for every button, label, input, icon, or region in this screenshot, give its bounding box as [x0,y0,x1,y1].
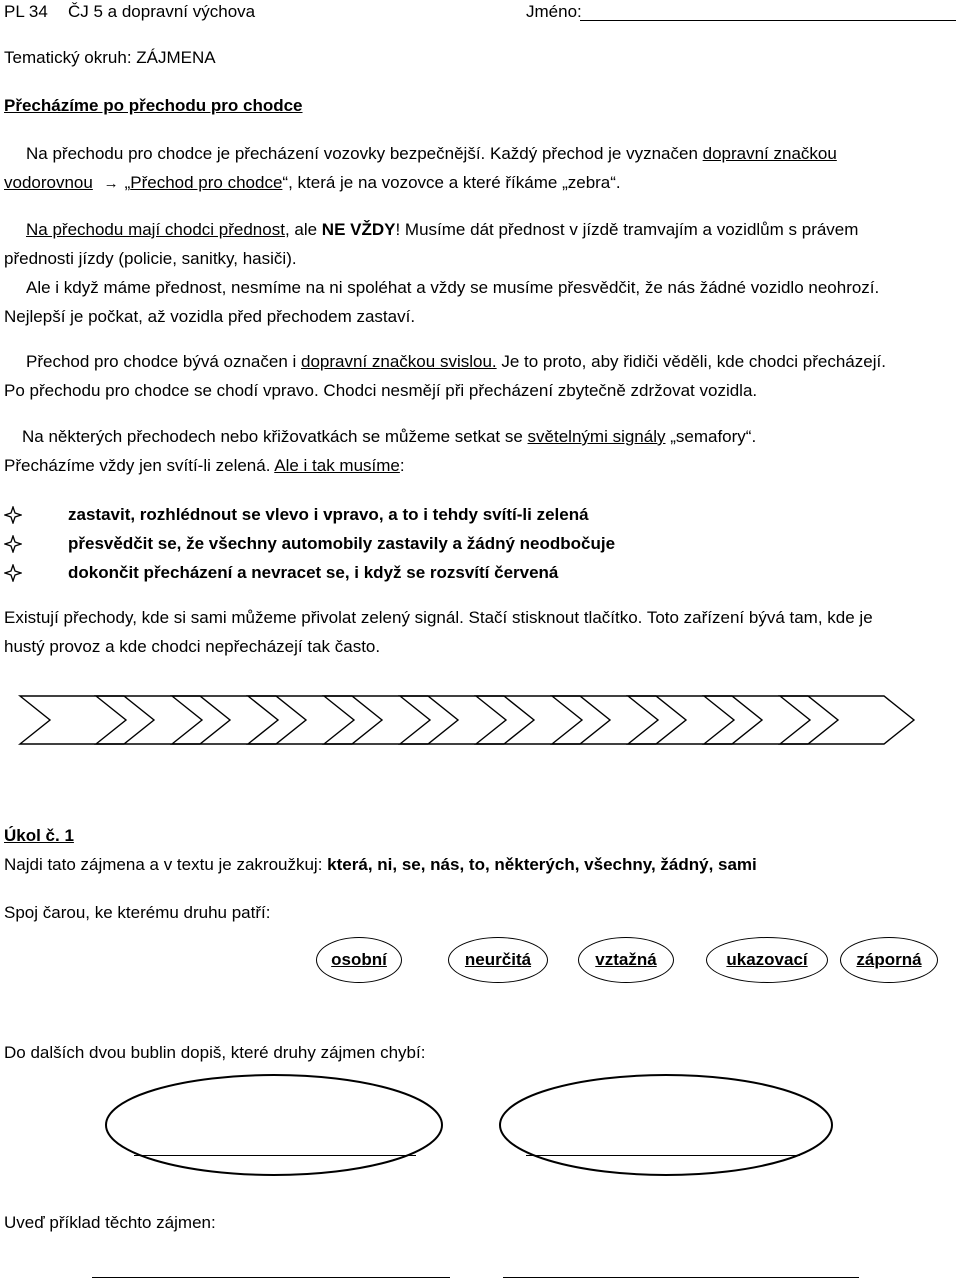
chevron-shape [172,696,306,744]
task-pronoun-list: která, ni, se, nás, to, některých, všechny, žádný, sami [327,855,757,874]
answer-bubble-right [500,1075,832,1175]
p3-text-b: Je to proto, aby řidiči věděli, kde chodci přecházejí. [496,352,886,371]
missing-types-instruction: Do dalších dvou bublin dopiš, které druhy zájmen chybí: [4,1043,426,1062]
worksheet-code: PL 34 [4,2,48,21]
chevron-shape [96,696,230,744]
diamond-bullet-icon [4,506,22,524]
paragraph-4-line-2 [4,456,405,476]
p2-link-priority: Na přechodu mají chodci přednost [26,220,285,239]
rule-item [0,532,960,556]
chevron-shape [400,696,534,744]
p3-link-vertical-sign: dopravní značkou svislou. [301,352,497,371]
name-field-line[interactable] [580,20,956,21]
p1-link-traffic-sign: dopravní značkou [702,144,837,163]
oval-zaporna: záporná [840,937,938,983]
p4-text-c: Přecházíme vždy jen svítí-li zelená. [4,456,275,475]
arrow-icon: → [103,175,119,192]
paragraph-4-line-1 [22,427,756,447]
p4-text-b: „semafory“. [665,427,757,446]
chevron-shape [20,696,154,744]
chevron-shape [780,696,914,744]
oval-vztazna: vztažná [578,937,674,983]
topic-line: Tematický okruh: ZÁJMENA [4,48,216,67]
quote-open: „ [124,173,131,192]
diamond-bullet-icon [4,564,22,582]
answer-line-right[interactable] [526,1155,800,1156]
p1-text: Na přechodu pro chodce je přecházení vozovky bezpečnější. Každý přechod je vyznačen [26,144,703,163]
p4-link-signals: světelnými signály [527,427,666,446]
rule-item-text: přesvědčit se, že všechny automobily zastavily a žádný neodbočuje [68,534,616,553]
paragraph-2-line-1 [26,220,858,240]
paragraph-5-line-2: hustý provoz a kde chodci nepřecházejí tak často. [4,637,381,656]
connect-instruction: Spoj čarou, ke kterému druhu patří: [4,903,271,922]
paragraph-2-line-2: přednosti jízdy (policie, sanitky, hasiči). [4,249,297,268]
p2-text-a: , ale [284,220,322,239]
answer-bubbles [0,1070,960,1180]
paragraph-1-line-2 [4,173,621,193]
oval-osobni: osobní [316,937,402,983]
paragraph-1-line-1 [26,144,837,164]
p4-text-a: Na některých přechodech nebo křižovatkách se můžeme setkat se [22,427,528,446]
p4-link-must: Ale i tak musíme [274,456,400,475]
example-instruction: Uveď příklad těchto zájmen: [4,1213,216,1232]
rule-item [0,561,960,585]
chevron-shape [628,696,762,744]
page-heading: Přecházíme po přechodu pro chodce [4,96,303,115]
p4-text-d: : [399,456,405,475]
example-line-left[interactable] [92,1277,450,1278]
example-line-right[interactable] [503,1277,859,1278]
chevron-shape [704,696,838,744]
answer-bubble-left [106,1075,442,1175]
oval-ukazovaci: ukazovací [706,937,828,983]
chevron-shape [552,696,686,744]
rule-item-text: zastavit, rozhlédnout se vlevo i vpravo, a to i tehdy svítí-li zelená [68,505,589,524]
name-label: Jméno: [526,2,582,21]
p2-bold-never: NE VŽDY [321,220,396,239]
worksheet-subject: ČJ 5 a dopravní výchova [68,2,256,21]
chevron-shape [248,696,382,744]
chevron-arrows-row [0,690,960,750]
rule-item-text: dokončit přecházení a nevracet se, i když se rozsvítí červená [68,563,559,582]
p3-text-a: Přechod pro chodce bývá označen i [26,352,302,371]
paragraph-3-line-1 [26,352,886,372]
answer-line-left[interactable] [134,1155,416,1156]
paragraph-3-line-2: Po přechodu pro chodce se chodí vpravo. Chodci nesmějí při přecházení zbytečně zdržovat vozidla. [4,381,758,400]
chevron-shape [476,696,610,744]
oval-neurcita: neurčitá [448,937,548,983]
p1-link-horizontal: vodorovnou [4,173,93,192]
p1-link-crossing: Přechod pro chodce [130,173,283,192]
task-instruction-text: Najdi tato zájmena a v textu je zakroužkuj: [4,855,328,874]
rule-item [0,503,960,527]
task-title: Úkol č. 1 [4,826,74,845]
paragraph-5-line-1: Existují přechody, kde si sami můžeme přivolat zelený signál. Stačí stisknout tlačítko. Toto zařízení bývá tam, kde je [4,608,873,627]
paragraph-2-line-4: Nejlepší je počkat, až vozidla před přechodem zastaví. [4,307,416,326]
diamond-bullet-icon [4,535,22,553]
task-instruction [4,855,757,875]
chevron-shape [324,696,458,744]
p1-text-2: “, která je na vozovce a které říkáme „zebra“. [282,173,621,192]
paragraph-2-line-3: Ale i když máme přednost, nesmíme na ni spoléhat a vždy se musíme přesvědčit, že nás žádné vozidlo neohrozí. [26,278,880,297]
p2-text-b: ! Musíme dát přednost v jízdě tramvajím a vozidlům s právem [395,220,859,239]
